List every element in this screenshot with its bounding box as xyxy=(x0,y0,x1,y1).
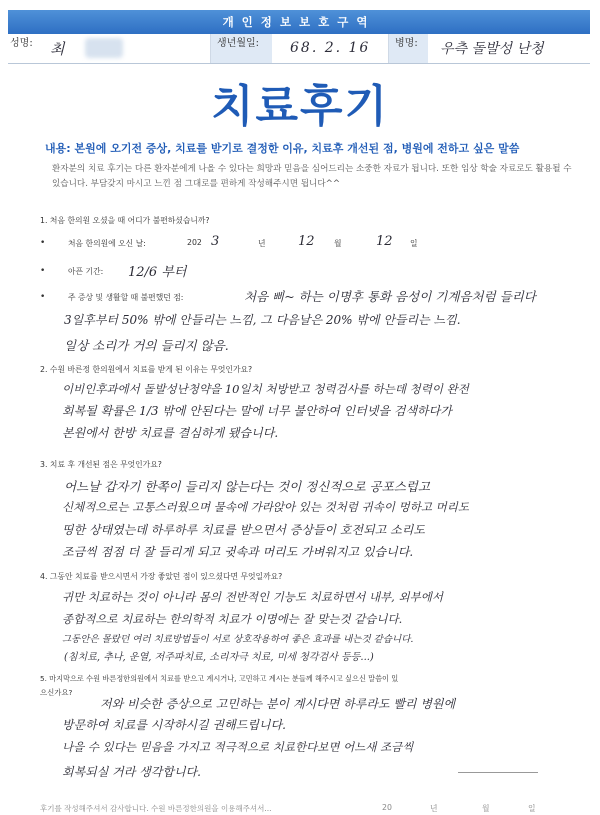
question-5-cont: 으신가요? xyxy=(40,688,73,697)
q1-answer-line: 일상 소리가 거의 들리지 않음. xyxy=(64,338,229,353)
q2-answer-line: 본원에서 한방 치료를 결심하게 됐습니다. xyxy=(62,426,279,440)
day-unit: 일 xyxy=(410,239,418,248)
diagnosis-value: 우측 돌발성 난청 xyxy=(440,41,544,57)
q1-answer-line: 3일후부터 50% 밖에 안들리는 느낌, 그 다음날은 20% 밖에 안들리는 느낌. xyxy=(64,313,461,327)
q4-answer-line: 종합적으로 치료하는 한의학적 치료가 이명에는 잘 맞는것 같습니다. xyxy=(62,612,403,626)
period-label: 아픈 기간: xyxy=(68,267,104,276)
question-5: 5. 마지막으로 수원 바른정한의원에서 치료를 받으고 계시거나, 고민하고 계시는 분들께 해주시고 싶으신 말씀이 있 xyxy=(40,674,399,683)
q3-answer-line: 어느날 갑자기 한쪽이 들리지 않는다는 것이 정신적으로 공포스럽고 xyxy=(64,479,430,494)
info-divider xyxy=(8,63,590,64)
bullet: • xyxy=(40,238,46,248)
page-title: 치료후기 xyxy=(210,81,389,132)
period-value: 12/6 부터 xyxy=(128,265,187,280)
name-label: 성명: xyxy=(10,38,33,49)
q2-answer-line: 이비인후과에서 돌발성난청약을 10일치 처방받고 청력검사를 하는데 청력이 완전 xyxy=(62,382,469,396)
diagnosis-label: 병명: xyxy=(388,34,428,64)
q5-answer-line: 저와 비슷한 증상으로 고민하는 분이 계시다면 하루라도 빨리 병원에 xyxy=(100,697,456,711)
redacted-name xyxy=(85,38,123,58)
question-3: 3. 치료 후 개선된 점은 무엇인가요? xyxy=(40,460,162,469)
q3-answer-line: 신체적으로는 고통스러웠으며 물속에 가라앉아 있는 것처럼 귀속이 멍하고 머리도 xyxy=(62,500,469,514)
visit-year-prefix: 202 xyxy=(187,238,202,247)
q3-answer-line: 띵한 상태였는데 하루하루 치료를 받으면서 증상들이 호전되고 소리도 xyxy=(62,523,425,537)
intro-text: 환자분의 치료 후기는 다른 환자분에게 나올 수 있다는 희망과 믿음을 심어드리는 소중한 자료가 됩니다. 또한 임상 학술 자료로도 활용될 수 있습니다. 부담갖지 마시고 느낀 점 그대로를 편하게 작성해주시면 됩니다^^ xyxy=(52,164,572,189)
question-4: 4. 그동안 치료를 받으시면서 가장 좋았던 점이 있으셨다면 무엇일까요? xyxy=(40,572,283,581)
footer-month-unit: 월 xyxy=(482,804,490,813)
dob-value: 68. 2. 16 xyxy=(290,40,371,56)
footer-year: 20 xyxy=(382,803,392,812)
q3-answer-line: 조금씩 점점 더 잘 들리게 되고 귓속과 머리도 가벼워지고 있습니다. xyxy=(62,545,414,559)
q5-answer-line: 회복되실 거라 생각합니다. xyxy=(62,765,201,779)
visit-day: 12 xyxy=(376,234,393,249)
content-heading: 내용: 본원에 오기전 증상, 치료를 받기로 결정한 이유, 치료후 개선된 점, 병원에 전하고 싶은 말씀 xyxy=(45,142,520,155)
footer xyxy=(0,800,600,815)
visit-date-label: 처음 한의원에 오신 날: xyxy=(68,239,146,248)
month-unit: 월 xyxy=(334,239,342,248)
visit-month: 12 xyxy=(298,234,315,249)
q1-answer-line: 처음 삐~ 하는 이명후 통화 음성이 기계음처럼 들리다 xyxy=(244,289,536,304)
q4-answer-line: 귀만 치료하는 것이 아니라 몸의 전반적인 기능도 치료하면서 내부, 외부에서 xyxy=(62,590,443,604)
footer-text: 후기를 작성해주셔서 감사합니다. 수원 바른정한의원을 이용해주셔서... xyxy=(40,804,272,813)
signature-line xyxy=(458,772,538,773)
name-value: 최 xyxy=(50,40,65,58)
year-unit: 년 xyxy=(258,239,266,248)
q5-answer-line: 나을 수 있다는 믿음을 가지고 적극적으로 치료한다보면 어느새 조금씩 xyxy=(62,740,414,754)
question-1: 1. 처음 한의원 오셨을 때 어디가 불편하셨습니까? xyxy=(40,216,210,225)
visit-year-hand: 3 xyxy=(211,234,220,249)
symptom-label: 주 증상 및 생활할 때 불편했던 점: xyxy=(68,293,184,302)
dob-label: 생년월일: xyxy=(210,34,272,64)
footer-year-unit: 년 xyxy=(430,804,438,813)
question-2: 2. 수원 바른정 한의원에서 치료를 받게 된 이유는 무엇인가요? xyxy=(40,365,253,374)
q4-answer-line: 그동안은 몰랐던 여러 치료방법들이 서로 상호작용하여 좋은 효과를 내는것 같습니다. xyxy=(62,634,414,645)
bullet: • xyxy=(40,292,46,302)
patient-info-row xyxy=(0,34,600,64)
privacy-banner: 개인정보보호구역 xyxy=(8,10,590,34)
bullet: • xyxy=(40,266,46,276)
q4-answer-line: (침치료, 추나, 운열, 저주파치료, 소리자극 치료, 미세 청각검사 등등...) xyxy=(64,652,374,663)
footer-day-unit: 일 xyxy=(528,804,536,813)
q2-answer-line: 회복될 확률은 1/3 밖에 안된다는 말에 너무 불안하여 인터넷을 검색하다가 xyxy=(62,404,452,418)
q5-answer-line: 방문하여 치료를 시작하시길 권해드립니다. xyxy=(62,718,286,732)
